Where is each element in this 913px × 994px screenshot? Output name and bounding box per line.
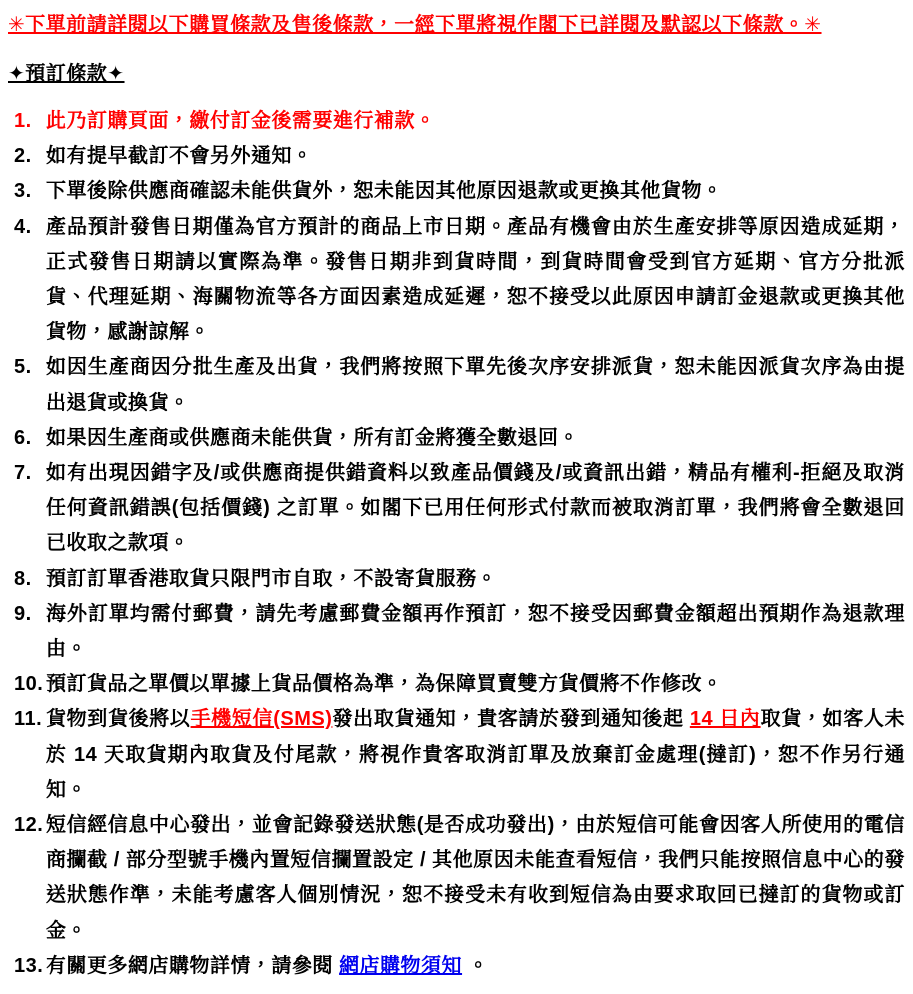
term-item-11	[8, 702, 905, 808]
term-text: 發出取貨通知，貴客請於發到通知後起	[332, 708, 690, 731]
notice-header: ✳下單前請詳閱以下購買條款及售後條款，一經下單將視作閣下已詳閱及默認以下條款。✳	[8, 14, 822, 36]
term-text: 貨物到貨後將以	[46, 708, 191, 731]
term-number: 2.	[14, 145, 32, 168]
term-item-9	[8, 597, 905, 667]
term-text: 如因生產商因分批生產及出貨，我們將按照下單先後次序安排派貨，恕未能因派貨次序為由提出退貨或換貨。	[46, 356, 905, 414]
term-text: 此乃訂購頁面，繳付訂金後需要進行補款。	[46, 110, 436, 132]
term-number: 9.	[14, 602, 32, 625]
term-text: 如有提早截訂不會另外通知。	[46, 145, 313, 168]
term-text: 海外訂單均需付郵費，請先考慮郵費金額再作預訂，恕不接受因郵費金額超出預期作為退款理由。	[46, 602, 905, 661]
term-text: 取貨，如客人未於 14 天取貨期內取貨及付尾款，將視作貴客取消訂單及放棄訂金處理(撻訂)，恕不作另行通知。	[46, 708, 906, 801]
term-number: 12.	[14, 814, 44, 837]
term-number: 6.	[14, 426, 32, 449]
term-text: 有關更多網店購物詳情，請參閱	[46, 954, 340, 977]
term-number: 1.	[14, 110, 32, 132]
terms-list	[8, 104, 905, 984]
term-number: 3.	[14, 180, 32, 203]
term-number: 11.	[14, 708, 43, 731]
term-item-3	[8, 174, 905, 209]
highlighted-text: 14 日內	[689, 708, 761, 731]
term-text: 短信經信息中心發出，並會記錄發送狀態(是否成功發出)，由於短信可能會因客人所使用的電信商攔截 / 部分型號手機內置短信攔置設定 / 其他原因未能查看短信，我們只能按照信息中心的發送狀態作準，未能考慮客人個別情況，恕不接受未有收到短信為由要求取回已撻訂的貨物或訂金。	[46, 814, 905, 942]
term-number: 4.	[14, 215, 32, 238]
shop-guide-link[interactable]: 網店購物須知	[339, 954, 463, 977]
term-number: 8.	[14, 567, 32, 590]
term-item-6	[8, 421, 905, 456]
term-number: 7.	[14, 462, 32, 485]
term-text: 。	[462, 954, 489, 977]
highlighted-text: 手機短信(SMS)	[190, 708, 333, 731]
term-item-8	[8, 562, 905, 597]
term-number: 10.	[14, 673, 44, 696]
term-number: 13.	[14, 954, 44, 977]
term-text: 產品預計發售日期僅為官方預計的商品上市日期。產品有機會由於生產安排等原因造成延期，正式發售日期請以實際為準。發售日期非到貨時間，到貨時間會受到官方延期、官方分批派貨、代理延期、海關物流等各方面因素造成延遲，恕不接受以此原因申請訂金退款或更換其他貨物，感謝諒解。	[46, 215, 905, 344]
term-number: 5.	[14, 356, 32, 379]
term-text: 下單後除供應商確認未能供貨外，恕未能因其他原因退款或更換其他貨物。	[46, 180, 723, 203]
term-item-13	[8, 949, 905, 984]
section-title: ✦預訂條款✦	[8, 63, 125, 85]
term-item-7	[8, 456, 905, 562]
term-item-12	[8, 808, 905, 949]
term-text: 如果因生產商或供應商未能供貨，所有訂金將獲全數退回。	[46, 426, 579, 449]
term-text: 如有出現因錯字及/或供應商提供錯資料以致產品價錢及/或資訊出錯，精品有權利-拒絕及取消任何資訊錯誤(包括價錢) 之訂單。如閣下已用任何形式付款而被取消訂單，我們將會全數退回已收取之款項。	[46, 462, 905, 555]
term-item-4	[8, 210, 905, 351]
term-item-10	[8, 667, 905, 702]
term-text: 預訂訂單香港取貨只限門市自取，不設寄貨服務。	[46, 567, 497, 590]
term-item-2	[8, 139, 905, 174]
term-item-5	[8, 350, 905, 420]
term-text: 預訂貨品之單價以單據上貨品價格為準，為保障買賣雙方貨價將不作修改。	[46, 673, 723, 696]
term-item-1	[8, 104, 905, 139]
